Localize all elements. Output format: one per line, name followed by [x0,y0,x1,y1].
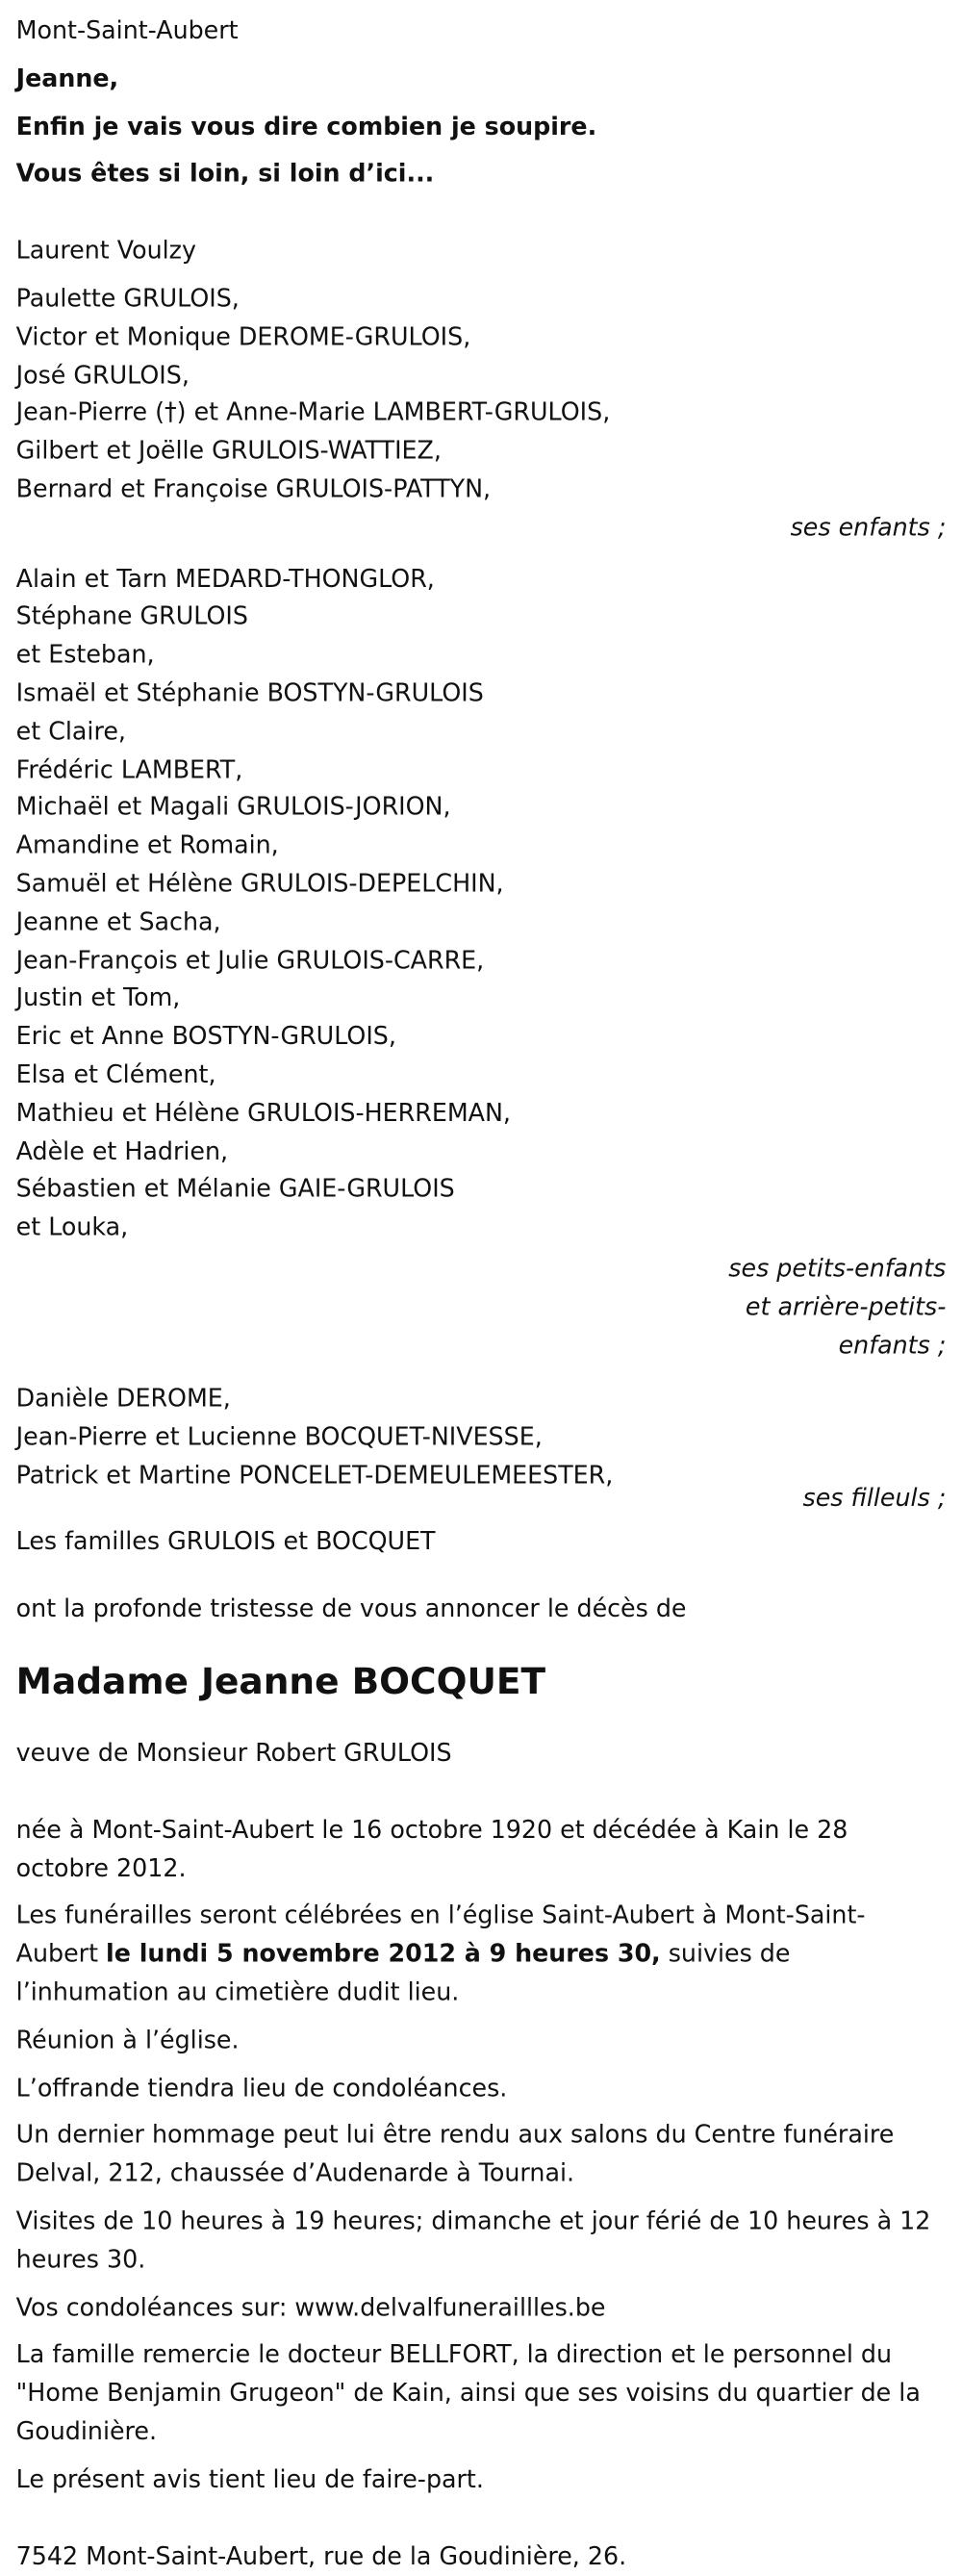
quote-line-1: Jeanne, [15,64,119,93]
grandchild-name: Mathieu et Hélène GRULOIS-HERREMAN, [15,1098,511,1128]
grandchild-name: Stéphane GRULOIS [15,601,248,631]
grandchild-name: Samuël et Hélène GRULOIS-DEPELCHIN, [15,869,504,899]
child-name: Paulette GRULOIS, [15,283,240,313]
grandchild-name: Justin et Tom, [15,983,181,1013]
grandchild-name: et Louka, [15,1212,129,1242]
godchild-name: Danièle DEROME, [15,1384,231,1414]
funeral-date: le lundi 5 novembre 2012 à 9 heures 30, [106,1939,661,1969]
grandchild-name: Amandine et Romain, [15,830,279,860]
families-line: Les familles GRULOIS et BOCQUET [15,1527,436,1557]
quote-author: Laurent Voulzy [15,236,196,266]
grandchild-name: et Claire, [15,716,126,746]
grandchildren-role-line: et arrière-petits- [745,1291,947,1321]
children-role: ses enfants ; [790,512,947,542]
grandchild-name: Frédéric LAMBERT, [15,754,243,784]
grandchild-name: Jeanne et Sacha, [15,906,221,936]
children-list [16,281,947,510]
grandchild-name: Alain et Tarn MEDARD-THONGLOR, [15,563,435,593]
info-paragraph: L’offrande tiendra lieu de condoléances. [15,2073,508,2103]
grandchildren-role-line: enfants ; [838,1330,947,1360]
grandchildren-list [16,561,947,1248]
info-paragraph: Visites de 10 heures à 19 heures; dimanche et jour férié de 10 heures à 12 heures 30. [15,2206,931,2275]
grandchildren-role [16,1251,947,1365]
funeral-text-before: Les funérailles seront célébrées en l’église Saint-Aubert à Mont-Saint-Aubert [15,1900,866,1969]
birth-death-paragraph: née à Mont-Saint-Aubert le 16 octobre 1920 et décédée à Kain le 28 octobre 2012. [15,1815,848,1883]
deceased-name: Madame Jeanne BOCQUET [15,1661,546,1704]
grandchild-name: Elsa et Clément, [15,1059,216,1089]
godchildren-role: ses filleuls ; [802,1483,947,1513]
grandchild-name: Sébastien et Mélanie GAIE-GRULOIS [15,1174,455,1204]
info-paragraph: Réunion à l’église. [15,2025,240,2054]
grandchild-name: et Esteban, [15,640,155,670]
address-line: 7542 Mont-Saint-Aubert, rue de la Goudinière, 26. [15,2541,627,2571]
quote-line-3: Vous êtes si loin, si loin d’ici... [15,159,435,189]
place-header: Mont-Saint-Aubert [15,15,239,45]
widow-of-line: veuve de Monsieur Robert GRULOIS [15,1738,452,1768]
info-paragraph: Un dernier hommage peut lui être rendu aux salons du Centre funéraire Delval, 212, chaussée d’Audenarde à Tournai. [15,2121,895,2188]
grandchild-name: Michaël et Magali GRULOIS-JORION, [15,792,451,822]
godchild-name: Jean-Pierre et Lucienne BOCQUET-NIVESSE, [15,1422,543,1452]
grandchild-name: Eric et Anne BOSTYN-GRULOIS, [15,1021,396,1051]
child-name: Victor et Monique DEROME-GRULOIS, [15,321,471,351]
funeral-text-after: suivies de l’inhumation au cimetière dudit lieu. [15,1939,791,2007]
grandchildren-role-line: ses petits-enfants [728,1254,947,1284]
notice-paragraph: Le présent avis tient lieu de faire-part. [15,2464,484,2494]
grandchild-name: Ismaël et Stéphanie BOSTYN-GRULOIS [15,677,484,707]
thanks-paragraph: La famille remercie le docteur BELLFORT, la direction et le personnel du "Home Benjamin Grugeon" de Kain, ainsi que ses voisins du quartier de la Goudinière. [15,2340,921,2446]
godchild-name: Patrick et Martine PONCELET-DEMEULEMEESTER, [15,1461,614,1491]
funeral-paragraph [16,1898,947,2012]
condolences-paragraph: Vos condoléances sur: www.delvalfuneraillles.be [15,2292,606,2322]
grandchild-name: Jean-François et Julie GRULOIS-CARRE, [15,945,485,975]
announcement-line: ont la profonde tristesse de vous annoncer le décès de [15,1594,687,1624]
quote-line-2: Enfin je vais vous dire combien je soupire. [15,111,597,140]
child-name: Gilbert et Joëlle GRULOIS-WATTIEZ, [15,436,442,466]
child-name: Jean-Pierre (†) et Anne-Marie LAMBERT-GRULOIS, [15,397,611,427]
child-name: José GRULOIS, [15,360,190,390]
child-name: Bernard et Françoise GRULOIS-PATTYN, [15,474,492,504]
godchildren-list [16,1382,947,1496]
grandchild-name: Adèle et Hadrien, [15,1135,229,1165]
